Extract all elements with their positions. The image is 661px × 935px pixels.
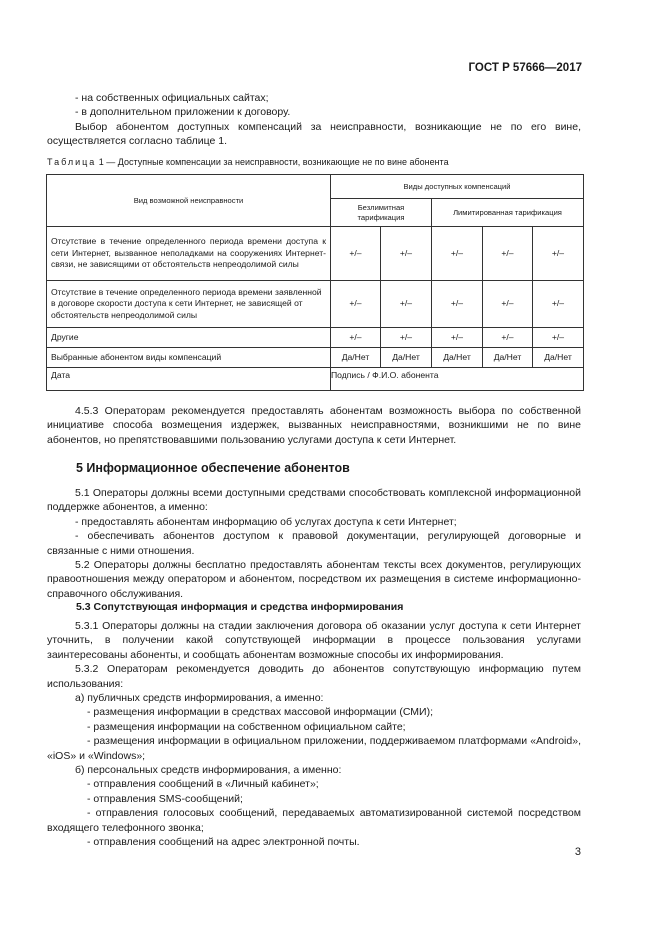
- list-item: - обеспечивать абонентов доступом к правовой документации, регулирующей договорные и связанные с ними отношения.: [47, 530, 581, 557]
- signature-label: Подпись / Ф.И.О. абонента: [331, 368, 584, 391]
- list-heading: а) публичных средств информирования, а именно:: [75, 692, 324, 705]
- table-cell: +/–: [533, 227, 584, 281]
- table-cell: +/–: [381, 281, 432, 328]
- signature-row: [47, 368, 584, 391]
- list-item: - предоставлять абонентам информацию об услугах доступа к сети Интернет;: [75, 515, 457, 528]
- standard-code-header: ГОСТ Р 57666—2017: [468, 62, 582, 74]
- list-item: - отправления сообщений на адрес электронной почты.: [87, 836, 360, 849]
- section-5-title: 5 Информационное обеспечение абонентов: [76, 461, 350, 475]
- table-cell: +/–: [483, 281, 533, 328]
- table-cell: Да/Нет: [432, 348, 483, 368]
- section-5-block: [47, 486, 581, 601]
- list-item: - отправления сообщений в «Личный кабинет»;: [87, 778, 319, 791]
- section-5-3-block: [47, 619, 581, 850]
- table-caption: [47, 157, 449, 167]
- intro-paragraph: Выбор абонентом доступных компенсаций за неисправности, возникающие не по его вине, осуществляется согласно таблице 1.: [47, 120, 581, 148]
- paragraph-5-3-2: 5.3.2 Операторам рекомендуется доводить до абонентов сопутствующую информацию путем использования:: [47, 663, 581, 690]
- table-cell: +/–: [381, 328, 432, 348]
- table-cell: +/–: [483, 227, 533, 281]
- table-cell: Да/Нет: [483, 348, 533, 368]
- table-cell: +/–: [331, 227, 381, 281]
- date-label: Дата: [47, 368, 331, 391]
- table-cell: Да/Нет: [331, 348, 381, 368]
- list-heading: б) персональных средств информирования, а именно:: [75, 764, 342, 777]
- table-row: [47, 348, 584, 368]
- table-caption-prefix: Таблица: [47, 157, 97, 167]
- table-cell: +/–: [381, 227, 432, 281]
- intro-block: [47, 91, 581, 149]
- table-row: [47, 281, 584, 328]
- table-row: [47, 227, 584, 281]
- table-cell: +/–: [432, 328, 483, 348]
- header-unlimited-tariff: Безлимитная тарификация: [331, 199, 432, 227]
- paragraph-4-5-3-block: [47, 404, 581, 447]
- list-item: - размещения информации в средствах массовой информации (СМИ);: [87, 706, 433, 719]
- intro-bullet: - в дополнительном приложении к договору.: [75, 106, 291, 119]
- intro-bullet: - на собственных официальных сайтах;: [75, 92, 269, 104]
- table-cell: +/–: [533, 328, 584, 348]
- table-caption-text: 1 — Доступные компенсации за неисправности, возникающие не по вине абонента: [96, 157, 449, 167]
- table-cell: +/–: [432, 227, 483, 281]
- table-cell: Да/Нет: [533, 348, 584, 368]
- paragraph-5-1: 5.1 Операторы должны всеми доступными средствами способствовать комплексной информационной поддержке абонентов, а именно:: [47, 487, 581, 514]
- table-cell: Да/Нет: [381, 348, 432, 368]
- row-label: Другие: [47, 328, 331, 348]
- row-label: Отсутствие в течение определенного периода времени заявленной в договоре скорости доступа к сети Интернет, не зависящей от обстоятельств непреодолимой силы: [47, 281, 331, 328]
- page-number: 3: [574, 846, 581, 858]
- list-item: - отправления голосовых сообщений, передаваемых автоматизированной системой посредством входящего телефонного звонка;: [47, 807, 581, 834]
- table-row: [47, 328, 584, 348]
- paragraph-4-5-3: 4.5.3 Операторам рекомендуется предоставлять абонентам возможность выбора по собственной инициативе способа возмещения издержек, вызванных неисправностями, возникшими не по вине абонентов, но препятствовавшими пользованию услугами доступа к сети Интернет.: [47, 405, 581, 446]
- header-fault-type: Вид возможной неисправности: [47, 175, 331, 227]
- table-cell: +/–: [432, 281, 483, 328]
- list-item: - отправления SMS-сообщений;: [87, 792, 243, 805]
- table-cell: +/–: [331, 281, 381, 328]
- row-label: Выбранные абонентом виды компенсаций: [47, 348, 331, 368]
- compensation-table: [46, 174, 584, 391]
- paragraph-5-2: 5.2 Операторы должны бесплатно предоставлять абонентам тексты всех документов, регулирующих правоотношения между оператором и абонентом, посредством их размещения в системе информационно-справочного обслуживания.: [47, 559, 581, 600]
- row-label: Отсутствие в течение определенного периода времени доступа к сети Интернет, вызванное неполадками на сооружениях Интернет-связи, не зависящими от обстоятельств непреодолимой силы: [47, 227, 331, 281]
- section-5-3-title: 5.3 Сопутствующая информация и средства информирования: [76, 601, 404, 613]
- list-item: - размещения информации в официальном приложении, поддерживаемом платформами «Android», «iOS» и «Windows»;: [47, 735, 581, 762]
- table-cell: +/–: [331, 328, 381, 348]
- table-cell: +/–: [533, 281, 584, 328]
- paragraph-5-3-1: 5.3.1 Операторы должны на стадии заключения договора об оказании услуг доступа к сети Интернет уточнить, в получении какой сопутствующей информации в процессе пользования услугами заинтересованы абоненты, и сообщать абонентам возможные способы их информирования.: [47, 620, 581, 661]
- list-item: - размещения информации на собственном официальном сайте;: [87, 720, 406, 733]
- header-limited-tariff: Лимитированная тарификация: [432, 199, 584, 227]
- header-compensation-types: Виды доступных компенсаций: [331, 175, 584, 199]
- table-cell: +/–: [483, 328, 533, 348]
